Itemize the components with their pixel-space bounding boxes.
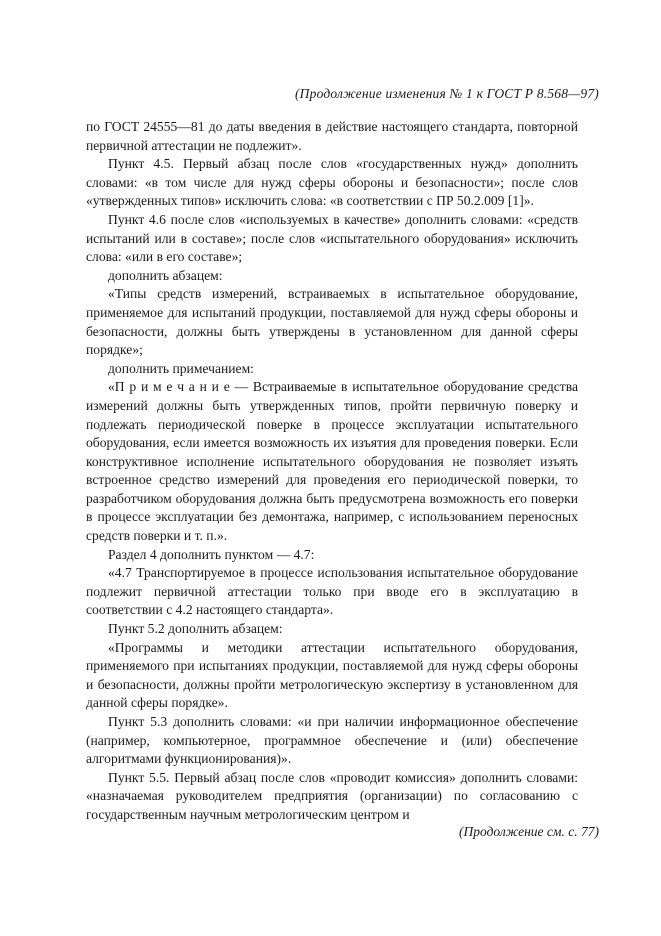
paragraph: дополнить примечанием: <box>108 360 254 376</box>
paragraph-note: «П р и м е ч а н и е — Встраиваемые в испытательное оборудование средства измерений должны быть утвержденных типов, пройти первичную поверку и подлежать периодической поверке в процессе эксплуатации испытательного оборудования, если имеется возможность их изъятия для проведения поверки. Если конструктивное исполнение испытательного оборудования не позволяет изъять встроенное средство измерений для проведения его периодической поверки, то разработчиком оборудования должна быть предусмотрена возможность его поверки в процессе эксплуатации без демонтажа, например, с использованием переносных средств поверки и т. п.». <box>86 379 578 544</box>
paragraph: дополнить абзацем: <box>108 267 223 283</box>
paragraph: Пункт 5.5. Первый абзац после слов «проводит комиссия» дополнить словами: «назначаемая руководителем предприятия (организации) по согласованию с государственным научным метрологическим центром и <box>86 769 578 822</box>
paragraph: Пункт 5.3 дополнить словами: «и при наличии информационное обеспечение (например, компьютерное, программное обеспечение и (или) обеспечение алгоритмами функционирования)». <box>86 714 578 767</box>
paragraph: «Программы и методики аттестации испытательного оборудования, применяемого при испытаниях продукции, поставляемой для нужд сферы обороны и безопасности, должны пройти метрологическую экспертизу в установленном для данной сферы порядке». <box>86 639 578 711</box>
paragraph: «4.7 Транспортируемое в процессе использования испытательное оборудование подлежит первичной аттестации только при вводе его в эксплуатацию в соответствии с 4.2 настоящего стандарта». <box>86 565 578 618</box>
paragraph: «Типы средств измерений, встраиваемых в испытательное оборудование, применяемое для испытаний продукции, поставляемой для нужд сферы обороны и безопасности, должны быть утверждены в установленном для данной сферы порядке»; <box>86 286 578 358</box>
paragraph: по ГОСТ 24555—81 до даты введения в действие настоящего стандарта, повторной первичной аттестации не подлежит». <box>86 119 578 153</box>
paragraph: Раздел 4 дополнить пунктом — 4.7: <box>108 546 315 562</box>
document-body <box>86 118 578 825</box>
paragraph: Пункт 4.5. Первый абзац после слов «государственных нужд» дополнить словами: «в том числе для нужд сферы обороны и безопасности»; после слов «утвержденных типов» исключить слова: «в соответствии с ПР 50.2.009 [1]». <box>86 156 578 209</box>
page-header: (Продолжение изменения № 1 к ГОСТ Р 8.568—97) <box>294 86 599 101</box>
paragraph: Пункт 4.6 после слов «используемых в качестве» дополнить словами: «средств испытаний или в составе»; после слов «испытательного оборудования» исключить слова: «или в его составе»; <box>86 211 578 265</box>
paragraph: Пункт 5.2 дополнить абзацем: <box>108 621 283 637</box>
page-footer: (Продолжение см. с. 77) <box>459 824 599 839</box>
